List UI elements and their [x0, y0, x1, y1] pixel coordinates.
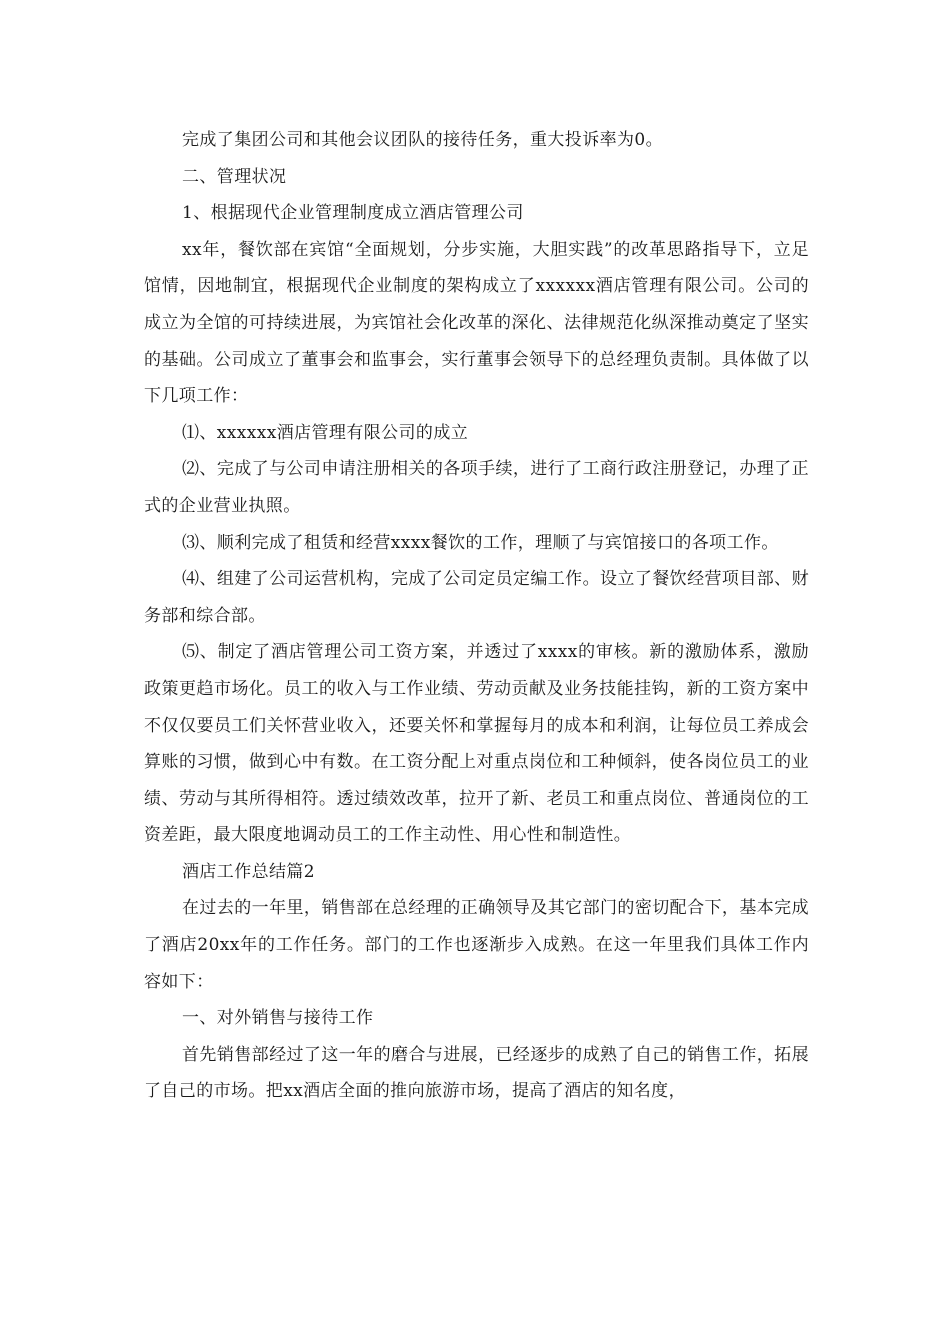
list-item-4: ⑷、组建了公司运营机构，完成了公司定员定编工作。设立了餐饮经营项目部、财务部和综合部。 — [144, 569, 809, 626]
subheading-establish-company: 1、根据现代企业管理制度成立酒店管理公司 — [182, 203, 524, 224]
paragraph-company-reform: xx年，餐饮部在宾馆“全面规划，分步实施，大胆实践”的改革思路指导下，立足馆情，因地制宜，根据现代企业制度的架构成立了xxxxxx酒店管理有限公司。公司的成立为全馆的可持续进展，为宾馆社会化改革的深化、法律规范化纵深推动奠定了坚实的基础。公司成立了董事会和监事会，实行董事会领导下的总经理负责制。具体做了以下几项工作： — [144, 239, 809, 407]
document-body — [144, 122, 809, 1110]
section-title-summary-2: 酒店工作总结篇2 — [182, 861, 316, 882]
paragraph-task-completion: 完成了集团公司和其他会议团队的接待任务，重大投诉率为0。 — [182, 130, 664, 150]
paragraph-sales-intro: 在过去的一年里，销售部在总经理的正确领导及其它部门的密切配合下，基本完成了酒店20xx年的工作任务。部门的工作也逐渐步入成熟。在这一年里我们具体工作内容如下： — [144, 898, 809, 992]
list-item-5: ⑸、制定了酒店管理公司工资方案，并透过了xxxx的审核。新的激励体系，激励政策更趋市场化。员工的收入与工作业绩、劳动贡献及业务技能挂钩，新的工资方案中不仅仅要员工们关怀营业收入，还要关怀和掌握每月的成本和利润，让每位员工养成会算账的习惯，做到心中有数。在工资分配上对重点岗位和工种倾斜，使各岗位员工的业绩、劳动与其所得相符。透过绩效改革，拉开了新、老员工和重点岗位、普通岗位的工资差距，最大限度地调动员工的工作主动性、用心性和制造性。 — [144, 642, 809, 846]
heading-external-sales: 一、对外销售与接待工作 — [182, 1008, 374, 1029]
list-item-1: ⑴、xxxxxx酒店管理有限公司的成立 — [182, 422, 469, 443]
paragraph-sales-progress: 首先销售部经过了这一年的磨合与进展，已经逐步的成熟了自己的销售工作，拓展了自己的市场。把xx酒店全面的推向旅游市场，提高了酒店的知名度， — [144, 1044, 809, 1102]
list-item-2: ⑵、完成了与公司申请注册相关的各项手续，进行了工商行政注册登记，办理了正式的企业营业执照。 — [144, 459, 809, 516]
list-item-3: ⑶、顺利完成了租赁和经营xxxx餐饮的工作，理顺了与宾馆接口的各项工作。 — [182, 532, 779, 553]
heading-management-status: 二、管理状况 — [182, 166, 287, 187]
